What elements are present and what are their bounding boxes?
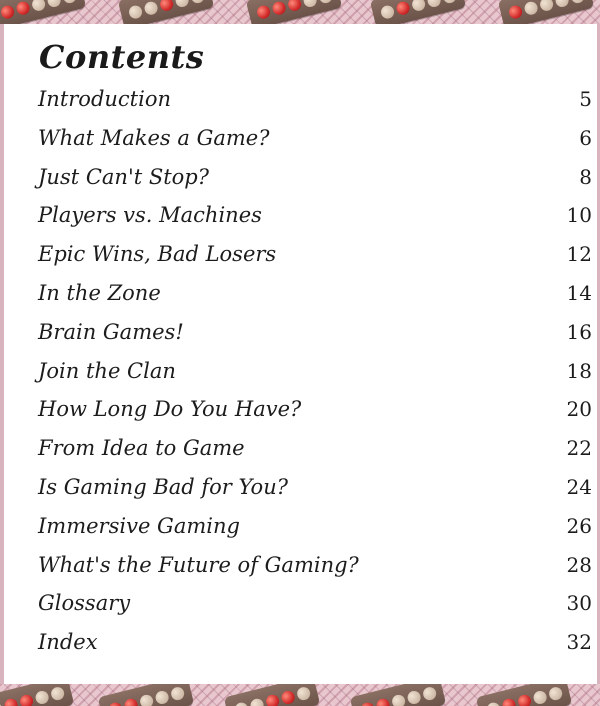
toc-entry-title: What Makes a Game? <box>38 126 270 150</box>
decorative-bottom-border <box>0 684 600 706</box>
red-marble-icon <box>501 697 517 706</box>
toc-entry-title: Just Can't Stop? <box>38 165 210 189</box>
mancala-board-icon <box>246 0 343 24</box>
board-pit-icon <box>523 0 539 16</box>
red-marble-icon <box>375 697 391 706</box>
board-pit-icon <box>548 686 564 702</box>
red-marble-icon <box>3 697 19 706</box>
board-pit-icon <box>34 690 50 706</box>
red-marble-icon <box>15 0 31 16</box>
mancala-board-icon <box>370 0 467 24</box>
red-marble-icon <box>271 0 287 16</box>
board-pit-icon <box>442 0 458 5</box>
toc-entry-title: What's the Future of Gaming? <box>38 553 359 577</box>
toc-entry[interactable] <box>38 550 592 580</box>
red-marble-icon <box>256 4 272 20</box>
board-pit-icon <box>174 0 190 8</box>
toc-entry-page-number: 28 <box>566 553 592 577</box>
toc-entry-title: Introduction <box>38 87 171 111</box>
toc-entry[interactable] <box>38 278 592 308</box>
red-marble-icon <box>123 697 139 706</box>
toc-entry[interactable] <box>38 472 592 502</box>
red-marble-icon <box>517 693 533 706</box>
toc-entry-page-number: 6 <box>579 126 592 150</box>
mancala-board-icon <box>118 0 215 24</box>
board-pit-icon <box>46 0 62 8</box>
board-pit-icon <box>302 0 318 8</box>
board-pit-icon <box>170 686 186 702</box>
toc-entry[interactable] <box>38 627 592 657</box>
red-marble-icon <box>159 0 175 12</box>
decorative-top-border <box>0 0 600 24</box>
mancala-board-icon <box>0 684 74 706</box>
board-pit-icon <box>31 0 47 12</box>
toc-entry[interactable] <box>38 84 592 114</box>
board-pit-icon <box>234 701 250 706</box>
toc-entry-title: Players vs. Machines <box>38 203 262 227</box>
board-pit-icon <box>62 0 78 5</box>
red-marble-icon <box>108 701 124 706</box>
toc-entry-title: Epic Wins, Bad Losers <box>38 242 277 266</box>
board-pit-icon <box>406 690 422 706</box>
toc-entry-page-number: 16 <box>566 320 592 344</box>
toc-entry[interactable] <box>38 317 592 347</box>
red-marble-icon <box>287 0 303 12</box>
board-pit-icon <box>249 697 265 706</box>
board-pit-icon <box>0 701 3 706</box>
board-pit-icon <box>154 690 170 706</box>
board-pit-icon <box>486 701 502 706</box>
toc-entry-title: Glossary <box>38 591 131 615</box>
toc-entry-page-number: 32 <box>566 630 592 654</box>
board-pit-icon <box>318 0 334 5</box>
toc-entry-page-number: 12 <box>566 242 592 266</box>
mancala-board-icon <box>224 684 321 706</box>
toc-entry[interactable] <box>38 356 592 386</box>
toc-entry-page-number: 8 <box>579 165 592 189</box>
toc-entry-page-number: 18 <box>566 359 592 383</box>
toc-entry[interactable] <box>38 394 592 424</box>
toc-entry[interactable] <box>38 162 592 192</box>
toc-entry[interactable] <box>38 433 592 463</box>
toc-entry[interactable] <box>38 511 592 541</box>
toc-entry-page-number: 20 <box>566 397 592 421</box>
red-marble-icon <box>508 4 524 20</box>
page-title: Contents <box>39 38 205 76</box>
toc-entry-title: Is Gaming Bad for You? <box>38 475 288 499</box>
board-pit-icon <box>422 686 438 702</box>
toc-entry[interactable] <box>38 200 592 230</box>
board-pit-icon <box>128 4 144 20</box>
toc-entry-title: Join the Clan <box>38 359 176 383</box>
toc-entry-page-number: 10 <box>566 203 592 227</box>
mancala-board-icon <box>350 684 447 706</box>
mancala-board-icon <box>498 0 595 24</box>
toc-entry-title: How Long Do You Have? <box>38 397 302 421</box>
toc-entry-title: In the Zone <box>38 281 161 305</box>
red-marble-icon <box>280 690 296 706</box>
board-pit-icon <box>391 693 407 706</box>
toc-entry-page-number: 24 <box>566 475 592 499</box>
board-pit-icon <box>554 0 570 8</box>
red-marble-icon <box>0 4 15 20</box>
toc-entry-title: Brain Games! <box>38 320 184 344</box>
board-pit-icon <box>426 0 442 8</box>
board-pit-icon <box>532 690 548 706</box>
toc-entry[interactable] <box>38 123 592 153</box>
board-pit-icon <box>539 0 555 12</box>
red-marble-icon <box>395 0 411 16</box>
toc-entry[interactable] <box>38 588 592 618</box>
table-of-contents <box>0 24 600 684</box>
board-pit-icon <box>190 0 206 5</box>
toc-entry-page-number: 30 <box>566 591 592 615</box>
board-pit-icon <box>380 4 396 20</box>
toc-entry-page-number: 14 <box>566 281 592 305</box>
red-marble-icon <box>265 693 281 706</box>
toc-entry-title: From Idea to Game <box>38 436 245 460</box>
mancala-board-icon <box>98 684 195 706</box>
toc-entry-title: Index <box>38 630 98 654</box>
toc-entry[interactable] <box>38 239 592 269</box>
board-pit-icon <box>143 0 159 16</box>
toc-entry-page-number: 22 <box>566 436 592 460</box>
toc-entry-title: Immersive Gaming <box>38 514 240 538</box>
board-pit-icon <box>139 693 155 706</box>
board-pit-icon <box>411 0 427 12</box>
mancala-board-icon <box>476 684 573 706</box>
red-marble-icon <box>360 701 376 706</box>
board-pit-icon <box>50 686 66 702</box>
toc-entry-page-number: 5 <box>579 87 592 111</box>
toc-entry-page-number: 26 <box>566 514 592 538</box>
mancala-board-icon <box>0 0 86 24</box>
board-pit-icon <box>570 0 586 5</box>
red-marble-icon <box>19 693 35 706</box>
board-pit-icon <box>296 686 312 702</box>
